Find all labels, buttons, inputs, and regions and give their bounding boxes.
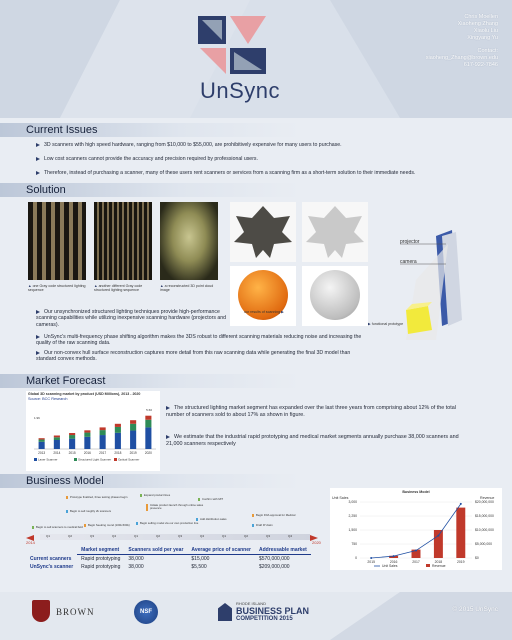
- forecast-bar: [145, 427, 151, 449]
- business-y2-tick: $10,000,000: [475, 528, 494, 532]
- business-legend-label: Unit Sales: [382, 564, 398, 568]
- timeline-tick: Q4: [288, 534, 293, 538]
- timeline-milestone: Add distribution sales: [196, 518, 260, 521]
- timeline-milestone: Expand product lines: [140, 494, 204, 497]
- forecast-bar: [54, 440, 60, 449]
- table-cell: Current scanners: [30, 555, 72, 562]
- business-y-tick: 1,500: [348, 528, 357, 532]
- timeline-milestone: Prototype finalized, three testing phases begin: [66, 496, 130, 499]
- forecast-bar: [69, 435, 75, 439]
- timeline-tick: Q1: [222, 534, 227, 538]
- business-y-tick: 750: [351, 542, 357, 546]
- business-revenue-bar: [434, 530, 443, 558]
- business-chart: [330, 488, 502, 570]
- issue-bullet: Low cost scanners cannot provide the accuracy and precision required by professional users.: [36, 156, 496, 162]
- forecast-tick-label: 2014: [53, 451, 61, 455]
- caption-gray-code-2: ▲ another different Gray code structured lighting sequence: [94, 284, 143, 293]
- gray-code-photo-1: [28, 202, 86, 280]
- forecast-bar: [130, 431, 136, 449]
- section-title-business-model: Business Model: [26, 475, 104, 487]
- timeline-panel: [26, 490, 326, 544]
- table-header-cell: Average price of scanner: [187, 546, 255, 555]
- camera-label: camera: [400, 259, 417, 265]
- business-unit-point: [393, 555, 395, 557]
- timeline-tick: Q4: [200, 534, 205, 538]
- table-cell: 38,000: [128, 556, 144, 562]
- forecast-data-label: 1.96: [34, 416, 40, 420]
- gray-code-photo-2: [94, 202, 152, 280]
- table-cell: $570,000,000: [258, 556, 290, 562]
- business-x-tick: 2016: [389, 560, 398, 564]
- team-member-name: Xiaolu Liu: [473, 28, 498, 34]
- forecast-data-label: 5.60: [146, 408, 152, 412]
- forecast-legend-label: Optical Scanner: [118, 457, 140, 462]
- table-cell: 38,000: [128, 564, 144, 570]
- business-unit-point: [370, 557, 372, 559]
- orange-scan-photo: [302, 266, 368, 326]
- table-header-cell: Market segment: [77, 546, 124, 555]
- section-title-market-forecast: Market Forecast: [26, 375, 106, 387]
- business-x-tick: 2019: [457, 560, 465, 564]
- business-chart-ylabel: Unit Sales: [332, 496, 349, 500]
- forecast-bar: [84, 430, 90, 432]
- business-y2-tick: $0: [475, 556, 479, 560]
- business-chart-y2label: Revenue: [480, 496, 495, 500]
- table-header-row: [26, 546, 311, 555]
- forecast-tick-label: 2013: [38, 451, 46, 455]
- forecast-tick-label: 2015: [68, 451, 76, 455]
- business-y-tick: 2,250: [348, 514, 357, 518]
- solution-bullet: UnSync's multi-frequency phase shifting algorithm makes the 3DS robust to different scanning materials reducing noise and increasing the quality of the raw scanning data.: [36, 334, 362, 347]
- competition-line1: RHODE ISLAND: [236, 601, 267, 606]
- forecast-bar: [69, 433, 75, 435]
- forecast-bullet: We estimate that the industrial rapid prototyping and medical market segments annually purchase 38,000 scanners and 21,000 scanners respectively: [166, 434, 459, 447]
- contact-email[interactable]: xiaoheng_Zhang@brown.edu: [425, 55, 498, 61]
- team-member-name: Chris Moellen: [464, 14, 498, 20]
- caption-point-cloud: ▲ a reconstructed 3D point cloud image: [160, 284, 214, 293]
- forecast-bar: [130, 420, 136, 424]
- forecast-legend-swatch: [34, 458, 37, 461]
- forecast-bar: [100, 430, 106, 435]
- leaf-scan-photo: [302, 202, 368, 262]
- market-table: [26, 546, 311, 571]
- timeline-tick: Q3: [90, 534, 95, 538]
- bullet-triangle-icon: [166, 406, 170, 410]
- projector-label: projector: [400, 239, 420, 245]
- table-cell: Rapid prototyping: [81, 556, 121, 562]
- bullet-triangle-icon: [36, 310, 40, 314]
- forecast-chart-panel: [26, 391, 160, 471]
- section-title-solution: Solution: [26, 184, 66, 196]
- forecast-bar: [54, 437, 60, 440]
- bullet-triangle-icon: [36, 157, 40, 161]
- forecast-bar: [145, 420, 151, 428]
- forecast-bar: [39, 442, 45, 449]
- forecast-legend-label: Laser Scanner: [38, 457, 58, 462]
- brown-shield-icon: [32, 600, 50, 622]
- forecast-bar: [39, 440, 45, 442]
- timeline-tick: Q2: [244, 534, 249, 538]
- nsf-logo-icon: [134, 600, 158, 624]
- table-header-cell: Scanners sold per year: [124, 546, 187, 555]
- timeline-milestone: Begin to sell scanners to medical field: [32, 526, 96, 529]
- forecast-tick-label: 2018: [114, 451, 122, 455]
- business-revenue-bar: [456, 508, 465, 558]
- timeline-start: 2014: [26, 540, 35, 545]
- forecast-bar: [115, 433, 121, 449]
- forecast-bar: [54, 436, 60, 438]
- timeline-tick: Q2: [68, 534, 73, 538]
- table-row: [26, 555, 311, 564]
- table-cell: UnSync's scanner: [30, 564, 74, 570]
- timeline-milestone: Confirm with MIT: [198, 498, 262, 501]
- team-member-name: Xiaoheng Zhang: [457, 21, 498, 27]
- competition-line2: BUSINESS PLAN: [236, 606, 310, 616]
- bullet-triangle-icon: [36, 143, 40, 147]
- business-legend-swatch: [426, 564, 430, 567]
- business-chart-panel: [330, 488, 502, 570]
- table-cell: $15,000: [191, 556, 210, 562]
- forecast-bar: [84, 437, 90, 449]
- forecast-tick-label: 2019: [129, 451, 137, 455]
- business-y2-tick: $20,000,000: [475, 500, 494, 504]
- forecast-bar: [39, 438, 45, 439]
- forecast-legend-swatch: [114, 458, 117, 461]
- unsync-logo: [196, 14, 268, 76]
- business-y2-tick: $15,000,000: [475, 514, 494, 518]
- bullet-triangle-icon: [36, 171, 40, 175]
- caption-gray-code-1: ▲ one Gray code structured lighting sequence: [28, 284, 86, 293]
- table-cell: $209,000,000: [258, 564, 290, 570]
- business-legend-label: Revenue: [432, 564, 446, 568]
- table-cell: $5,500: [191, 564, 207, 570]
- forecast-legend-swatch: [74, 458, 77, 461]
- timeline-milestone: Begin Seeking round (100k-500k): [84, 524, 148, 527]
- point-cloud-photo: [160, 202, 218, 280]
- business-unit-point: [437, 535, 439, 537]
- contact-label: Contact:: [477, 48, 498, 54]
- forecast-bar: [115, 427, 121, 433]
- business-y-tick: 0: [355, 556, 357, 560]
- timeline-tick: Q3: [266, 534, 271, 538]
- forecast-bar: [130, 424, 136, 431]
- table-header-cell: Addressable market: [255, 546, 311, 555]
- forecast-bar: [100, 435, 106, 449]
- business-x-tick: 2018: [434, 560, 443, 564]
- solution-bullet: Our unsynchronized structured lighting techniques provide high-performance scanning capabilities while utilizing inexpensive scanning hardware (projectors and cameras).: [36, 309, 227, 328]
- table-row: [26, 563, 311, 571]
- leaf-photo: [230, 202, 296, 262]
- business-y-tick: 3,000: [348, 500, 357, 504]
- table-cell: Rapid prototyping: [81, 564, 121, 570]
- brand-name: UnSync: [200, 78, 281, 103]
- forecast-chart-source: Source: BCC Research: [28, 397, 68, 401]
- orange-photo: [230, 266, 296, 326]
- solution-bullet: Our non-convex hull surface reconstruction captures more detail from this raw scanning data while generating the final 3D model than standard convex methods.: [36, 350, 351, 363]
- forecast-chart: [26, 405, 160, 471]
- caption-functional-prototype: ▶ functional prototype: [368, 322, 404, 326]
- forecast-bar: [145, 416, 151, 420]
- business-chart-title: Business Model: [402, 490, 430, 494]
- bullet-triangle-icon: [36, 335, 40, 339]
- caption-scan-results: our results of scanning ▶: [244, 310, 284, 314]
- contact-phone: 617-922-7846: [463, 62, 498, 68]
- timeline-end: 2020: [312, 540, 321, 545]
- forecast-bar: [69, 439, 75, 449]
- forecast-chart-title: Global 3D scanning market by product (USD Millions), 2013 - 2020: [28, 392, 141, 396]
- forecast-tick-label: 2017: [99, 451, 107, 455]
- timeline-milestone: Initiate product launch through online sales presence: [146, 504, 210, 511]
- business-y2-tick: $5,000,000: [475, 542, 492, 546]
- forecast-legend-label: Structured Light Scanner: [78, 457, 112, 462]
- contact-block: [426, 14, 498, 69]
- business-x-tick: 2015: [367, 560, 375, 564]
- forecast-bullet: The structured lighting market segment has expanded over the last three years from comprising about 12% of the total number of scanners sold to about 17% as shown in figure.: [166, 405, 456, 418]
- nsf-label: NSF: [140, 609, 152, 615]
- business-unit-point: [415, 550, 417, 552]
- table-header-cell: [26, 546, 77, 555]
- issue-bullet: Therefore, instead of purchasing a scanner, many of these users rent scanners or services from a scanning firm as a short-term solution to their immediate needs.: [36, 170, 506, 176]
- timeline-milestone: Begin FDA approval for Medical: [252, 514, 316, 517]
- forecast-tick-label: 2016: [83, 451, 91, 455]
- forecast-bar: [84, 433, 90, 437]
- timeline-tick: Q4: [112, 534, 117, 538]
- brown-logo-text: BROWN: [56, 607, 95, 617]
- forecast-bar: [100, 427, 106, 430]
- timeline-tick: Q1: [46, 534, 51, 538]
- prototype-diagram: [376, 230, 476, 350]
- timeline-milestone: Draft IP claim: [252, 524, 316, 527]
- section-title-current-issues: Current Issues: [26, 124, 98, 136]
- timeline-tick: Q1: [134, 534, 139, 538]
- market-table-panel: [26, 546, 326, 571]
- business-x-tick: 2017: [412, 560, 420, 564]
- business-unit-point: [460, 503, 462, 505]
- competition-line3: COMPETITION 2015: [236, 616, 293, 622]
- forecast-bar: [115, 424, 121, 427]
- issue-bullet: 3D scanners with high speed hardware, ranging from $10,000 to $55,000, are prohibitively expensive for many users to purchase.: [36, 142, 496, 148]
- bullet-triangle-icon: [36, 351, 40, 355]
- forecast-tick-label: 2020: [144, 451, 152, 455]
- timeline-tick: Q2: [156, 534, 161, 538]
- team-member-name: Xingyang Yu: [467, 35, 498, 41]
- timeline-milestone: Begin selling model via our own production line: [136, 522, 200, 525]
- timeline-tick: Q3: [178, 534, 183, 538]
- timeline-milestone: Begin to sell roughly 2k scanners: [66, 510, 130, 513]
- bullet-triangle-icon: [166, 435, 170, 439]
- copyright: © 2015 UnSync: [452, 606, 498, 613]
